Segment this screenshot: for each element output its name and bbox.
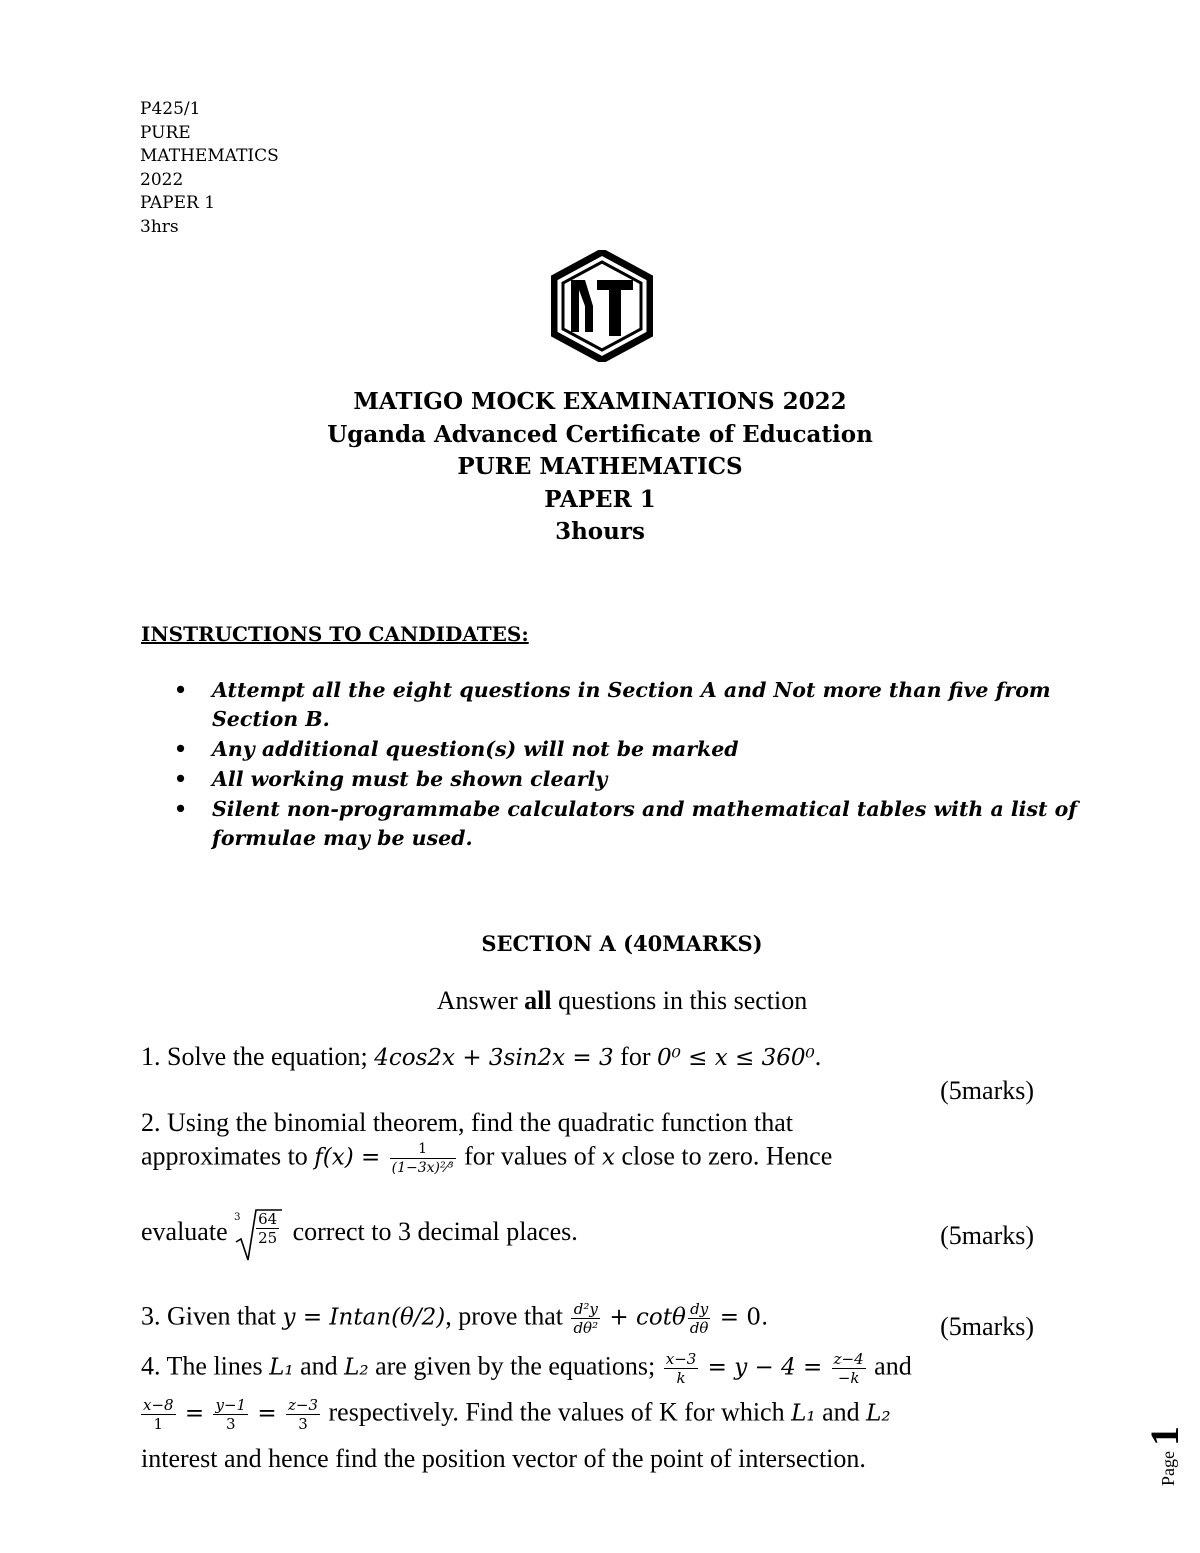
page-footer [1140,1412,1200,1492]
paper-number: PAPER 1 [140,193,216,213]
q4-and3: and [815,1397,867,1427]
q2-middle: for values of [457,1141,602,1171]
q2-var: x [601,1144,615,1171]
q1-prefix: 1. Solve the equation; [141,1042,375,1071]
q4-frac-b-num: z−4 [833,1350,864,1368]
q3-plus-cot: + cotθ [602,1304,686,1331]
q4-frac-a-den: k [676,1369,686,1387]
q4-frac-e-den: 3 [298,1415,308,1433]
q3-marks: (5marks) [940,1312,1034,1341]
q1-end: . [814,1042,822,1071]
question-4-line-1 [141,1350,912,1387]
q4-prefix: 4. The lines [141,1351,270,1381]
q4-frac-d-den: 3 [226,1415,236,1433]
instruction-item: • Attempt all the eight questions in Section A and Not more than five from Section B. [172,676,1102,734]
answer-suffix: questions in this section [551,986,808,1015]
q2-root-numerator: 64 [258,1210,278,1228]
question-3 [141,1300,768,1337]
q4-resp: respectively. Find the values of K for which [322,1397,792,1427]
q4-l2b: L₂ [866,1400,891,1427]
q4-and: and [293,1351,345,1381]
mt-hexagon-logo [551,250,653,362]
q1-marks: (5marks) [940,1076,1034,1105]
question-4-line-2: $\frac{x-8}{1}$ = $\frac{y-1}{3}$ = $\frac{z-3}{3}$ respectively. Find the values of K for which L₁ and L₂ [143,1396,891,1433]
q4-frac-e-num: z−3 [287,1396,318,1414]
q3-d2-denominator: dθ² [573,1319,599,1337]
q1-for: for [613,1042,657,1071]
q2-cube-root [234,1206,284,1262]
q3-d1-denominator: dθ [689,1319,709,1337]
instruction-item: • Silent non-programmabe calculators and mathematical tables with a list of formulae may be used. [172,795,1102,853]
q2-approx: approximates to [141,1141,315,1171]
q2-root-index: 3 [234,1212,241,1223]
q3-d1-numerator: dy [688,1300,711,1319]
section-heading: SECTION A (40MARKS) [481,931,763,956]
q3-prefix: 3. Given that [141,1301,283,1331]
q3-mid: , prove that [445,1301,570,1331]
instructions-list [172,676,1102,854]
q2-fraction [390,1140,456,1177]
q4-frac-c [141,1396,176,1433]
duration-short: 3hrs [140,216,179,237]
exam-year: 2022 [140,169,184,190]
subject-title: PURE MATHEMATICS [457,453,743,480]
q4-frac-a-num: x−3 [665,1350,697,1368]
paper-code-block [140,98,279,239]
q4-frac-e [286,1396,320,1433]
q4-frac-b [832,1350,866,1387]
page-number: 1 [1142,1426,1187,1446]
exam-titles [0,386,1200,549]
q4-l1b: L₁ [791,1400,816,1427]
q4-l1: L₁ [269,1354,294,1381]
q2-fraction-denominator: (1−3x)²⁄³ [391,1160,454,1176]
q2-fraction-numerator: 1 [390,1140,456,1159]
instruction-item: • All working must be shown clearly [172,765,1102,794]
paper-code: P425/1 [140,99,201,119]
question-2-line-1: 2. Using the binomial theorem, find the quadratic function that [141,1108,794,1137]
exam-name: MATIGO MOCK EXAMINATIONS 2022 [353,388,847,415]
instructions-heading: INSTRUCTIONS TO CANDIDATES: [141,622,529,646]
q2-evaluate: evaluate [141,1216,235,1246]
answer-emphasis: all [524,986,552,1015]
page-label: Page [1158,1451,1178,1486]
subject-line-1: PURE [140,122,191,143]
q2-end: close to zero. Hence [614,1141,833,1171]
q4-and2: and [867,1351,912,1381]
q2-tail: correct to 3 decimal places. [286,1216,578,1246]
q3-second-derivative [571,1300,600,1337]
instruction-item: • Any additional question(s) will not be marked [172,735,1102,764]
q1-range: 0⁰ ≤ x ≤ 360⁰ [656,1045,815,1071]
subject-line-2: MATHEMATICS [140,146,279,166]
q3-first-derivative [688,1300,711,1337]
certificate-name: Uganda Advanced Certificate of Education [327,420,873,448]
q3-end: = 0. [712,1304,769,1331]
answer-prefix: Answer [436,986,525,1015]
q3-d2-numerator: d²y [571,1300,600,1319]
duration-title: 3hours [555,518,645,545]
q4-frac-a [664,1350,699,1387]
q2-marks: (5marks) [940,1221,1034,1250]
question-2-line-2 [141,1140,832,1177]
q2-fx: f(x) = [314,1144,388,1171]
q3-equation: y = Intan(θ/2) [282,1304,446,1331]
q4-frac-b-den: −k [837,1369,860,1387]
q4-frac-c-den: 1 [153,1415,164,1433]
question-2-line-3 [141,1206,578,1262]
q4-frac-c-num: x−8 [143,1396,174,1414]
q4-l2: L₂ [344,1354,369,1381]
q2-root-fraction [256,1210,279,1247]
q1-equation: 4cos2x + 3sin2x = 3 [374,1045,614,1071]
question-4-line-3: interest and hence find the position vector of the point of intersection. [141,1444,866,1473]
section-instruction [0,986,1200,1016]
q4-given: are given by the equations; [368,1351,662,1381]
question-1 [141,1042,821,1072]
q2-root-denominator: 25 [258,1229,278,1247]
paper-title: PAPER 1 [544,485,656,513]
q4-frac-d-num: y−1 [215,1396,247,1414]
q4-frac-d [213,1396,248,1433]
q4-mid: = y − 4 = [700,1354,830,1381]
